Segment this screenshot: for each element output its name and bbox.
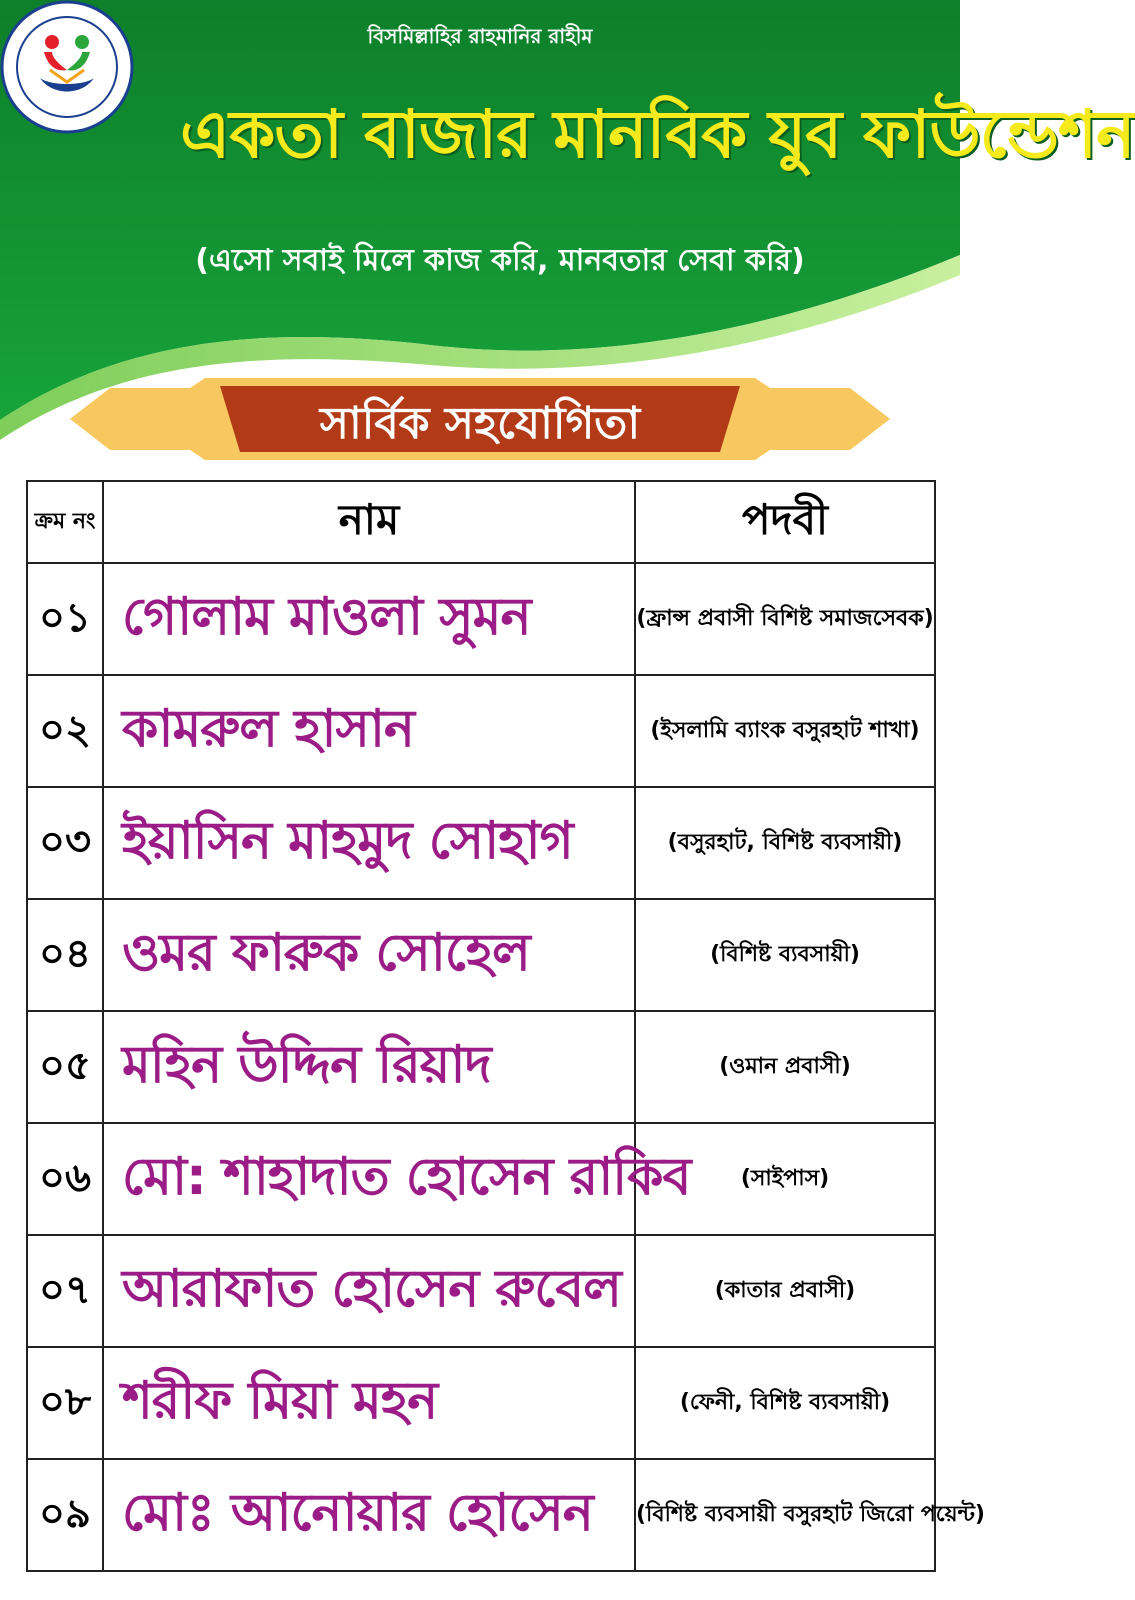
row-name: ইয়াসিন মাহমুদ সোহাগ [103, 787, 635, 899]
row-designation: (ফেনী, বিশিষ্ট ব্যবসায়ী) [635, 1347, 935, 1459]
row-designation: (বসুরহাট, বিশিষ্ট ব্যবসায়ী) [635, 787, 935, 899]
row-name: ওমর ফারুক সোহেল [103, 899, 635, 1011]
header-designation: পদবী [635, 481, 935, 563]
organization-name: একতা বাজার মানবিক যুব ফাউন্ডেশন [180, 96, 1135, 173]
table-row [27, 675, 935, 787]
row-name: মোঃ আনোয়ার হোসেন [103, 1459, 635, 1571]
table-row [27, 1123, 935, 1235]
row-name: শরীফ মিয়া মহন [103, 1347, 635, 1459]
table-row [27, 1235, 935, 1347]
table-row [27, 563, 935, 675]
contributors-table [26, 480, 985, 1572]
slogan: (এসো সবাই মিলে কাজ করি, মানবতার সেবা করি) [195, 243, 805, 278]
table-row [27, 1011, 935, 1123]
table-row [27, 787, 935, 899]
row-designation: (ওমান প্রবাসী) [635, 1011, 935, 1123]
header [0, 0, 1135, 480]
row-serial: ০৮ [27, 1347, 103, 1459]
foundation-logo [0, 0, 134, 134]
row-designation: (বিশিষ্ট ব্যবসায়ী) [635, 899, 935, 1011]
row-designation: (বিশিষ্ট ব্যবসায়ী বসুরহাট জিরো পয়েন্ট) [635, 1459, 935, 1571]
row-designation: (কাতার প্রবাসী) [635, 1235, 935, 1347]
row-designation: (ফ্রান্স প্রবাসী বিশিষ্ট সমাজসেবক) [635, 563, 935, 675]
row-serial: ০৭ [27, 1235, 103, 1347]
row-serial: ০২ [27, 675, 103, 787]
table-row [27, 899, 935, 1011]
row-serial: ০৬ [27, 1123, 103, 1235]
row-name: আরাফাত হোসেন রুবেল [103, 1235, 635, 1347]
row-name: মহিন উদ্দিন রিয়াদ [103, 1011, 635, 1123]
row-name: মো: শাহাদাত হোসেন রাকিব [103, 1123, 635, 1235]
table-row [27, 1459, 935, 1571]
section-banner [70, 378, 890, 460]
header-name: নাম [103, 481, 635, 563]
table-header-row [27, 481, 935, 563]
section-title: সার্বিক সহযোগিতা [319, 398, 641, 449]
row-name: গোলাম মাওলা সুমন [103, 563, 635, 675]
row-designation: (ইসলামি ব্যাংক বসুরহাট শাখা) [635, 675, 935, 787]
row-serial: ০৩ [27, 787, 103, 899]
row-designation: (সাইপাস) [635, 1123, 935, 1235]
row-serial: ০৯ [27, 1459, 103, 1571]
row-serial: ০৪ [27, 899, 103, 1011]
table-row [27, 1347, 935, 1459]
header-serial: ক্রম নং [27, 481, 103, 563]
bismillah-text: বিসমিল্লাহির রাহমানির রাহীম [367, 24, 593, 48]
row-serial: ০৫ [27, 1011, 103, 1123]
row-serial: ০১ [27, 563, 103, 675]
row-name: কামরুল হাসান [103, 675, 635, 787]
